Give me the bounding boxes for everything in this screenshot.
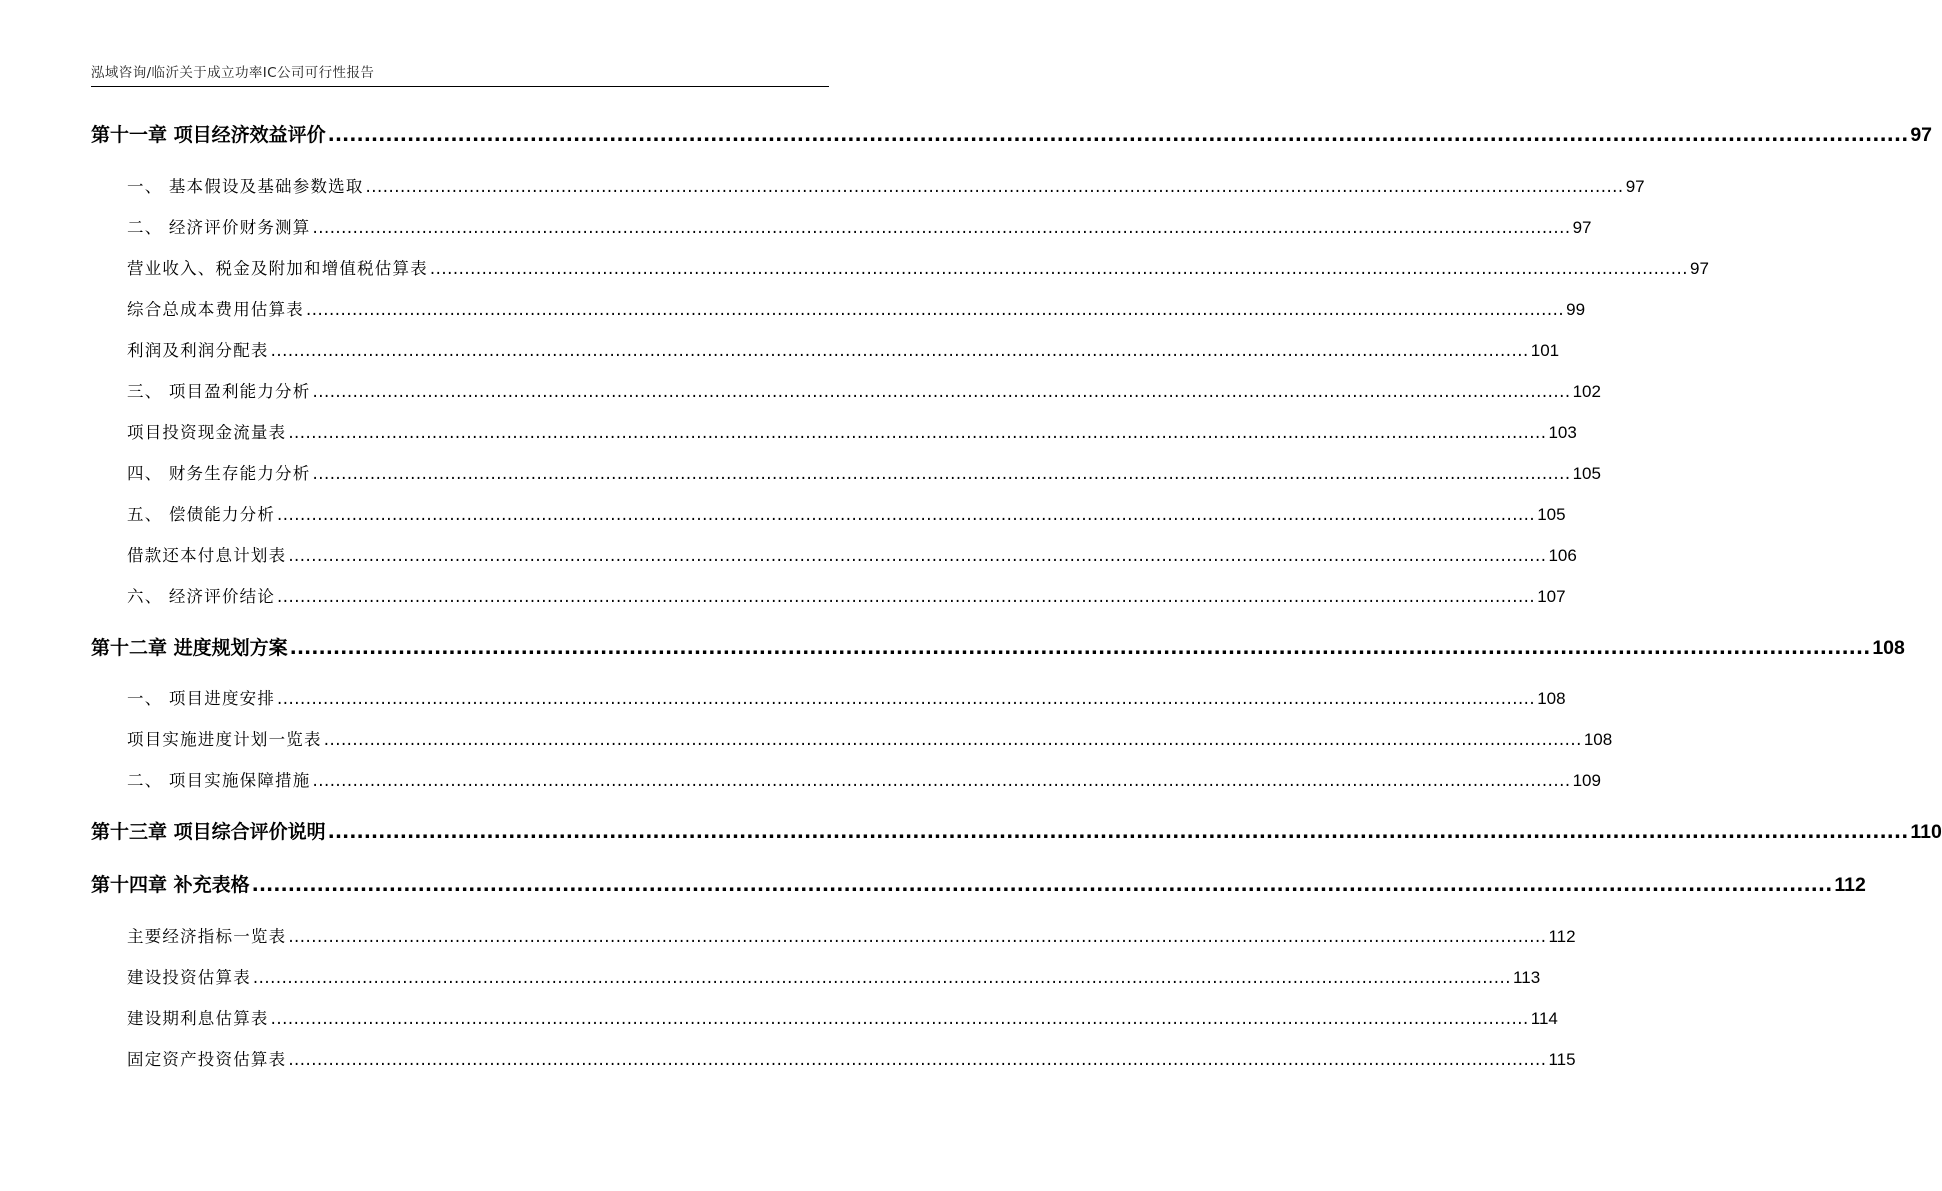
toc-page-number: 97 — [1572, 218, 1592, 237]
toc-dot-leader: ........................................................................................................................................................................................................................... — [288, 927, 1547, 946]
toc-dot-leader: ........................................................................................................................................................................................................................... — [289, 637, 1871, 659]
toc-section-item[interactable] — [127, 257, 1709, 281]
toc-dot-leader: ........................................................................................................................................................................................................................... — [277, 505, 1536, 524]
toc-section-item[interactable] — [127, 298, 1586, 322]
toc-section-item[interactable] — [127, 585, 1566, 609]
toc-section-item[interactable] — [127, 687, 1566, 711]
toc-section-item[interactable] — [127, 503, 1566, 527]
toc-chapter-13[interactable] — [91, 820, 1942, 844]
toc-chapter-11[interactable] — [91, 123, 1933, 147]
toc-entry-title: 项目实施进度计划一览表 — [127, 730, 322, 749]
toc-entry-title: 建设投资估算表 — [127, 968, 251, 987]
toc-dot-leader: ........................................................................................................................................................................................................................... — [270, 341, 1529, 360]
toc-page-number: 97 — [1690, 259, 1709, 278]
toc-dot-leader: ........................................................................................................................................................................................................................... — [252, 968, 1512, 987]
toc-page-number: 109 — [1572, 771, 1601, 790]
toc-page-number: 101 — [1530, 341, 1560, 360]
toc-section-item[interactable] — [127, 966, 1541, 990]
toc-page-number: 97 — [1625, 177, 1645, 196]
toc-section-item[interactable] — [127, 339, 1560, 363]
toc-dot-leader: ........................................................................................................................................................................................................................... — [429, 259, 1689, 278]
toc-page-number: 112 — [1548, 927, 1576, 946]
toc-entry-title: 二、 项目实施保障措施 — [127, 771, 311, 790]
toc-dot-leader: ........................................................................................................................................................................................................................... — [312, 382, 1571, 401]
toc-page-number: 105 — [1572, 464, 1601, 483]
toc-dot-leader: ........................................................................................................................................................................................................................... — [327, 124, 1909, 146]
toc-page-number: 108 — [1537, 689, 1566, 708]
toc-dot-leader: ........................................................................................................................................................................................................................... — [277, 587, 1536, 606]
toc-entry-title: 三、 项目盈利能力分析 — [127, 382, 311, 401]
toc-dot-leader: ........................................................................................................................................................................................................................... — [327, 821, 1909, 843]
toc-section-item[interactable] — [127, 728, 1613, 752]
toc-section-item[interactable] — [127, 216, 1592, 240]
toc-entry-title: 六、 经济评价结论 — [127, 587, 276, 606]
toc-entry-title: 建设期利息估算表 — [127, 1009, 269, 1028]
toc-dot-leader: ........................................................................................................................................................................................................................... — [277, 689, 1536, 708]
toc-dot-leader: ........................................................................................................................................................................................................................... — [312, 771, 1571, 790]
toc-section-item[interactable] — [127, 1048, 1576, 1072]
toc-page-number: 105 — [1537, 505, 1566, 524]
toc-section-item[interactable] — [127, 544, 1577, 568]
toc-dot-leader: ........................................................................................................................................................................................................................... — [251, 874, 1833, 896]
toc-dot-leader: ........................................................................................................................................................................................................................... — [365, 177, 1624, 196]
toc-entry-title: 利润及利润分配表 — [127, 341, 269, 360]
toc-entry-title: 固定资产投资估算表 — [127, 1050, 287, 1069]
toc-entry-title: 一、 基本假设及基础参数选取 — [127, 177, 364, 196]
toc-dot-leader: ........................................................................................................................................................................................................................... — [288, 1050, 1547, 1069]
toc-entry-title: 借款还本付息计划表 — [127, 546, 287, 565]
toc-entry-title: 营业收入、税金及附加和增值税估算表 — [127, 259, 428, 278]
toc-page-number: 107 — [1537, 587, 1566, 606]
toc-page-number: 108 — [1872, 637, 1905, 659]
toc-page-number: 99 — [1566, 300, 1586, 319]
toc-entry-title: 综合总成本费用估算表 — [127, 300, 304, 319]
toc-page-number: 106 — [1548, 546, 1577, 565]
toc-dot-leader: ........................................................................................................................................................................................................................... — [312, 464, 1571, 483]
toc-entry-title: 第十四章 补充表格 — [91, 874, 250, 896]
toc-page-number: 110 — [1910, 821, 1942, 843]
toc-dot-leader: ........................................................................................................................................................................................................................... — [323, 730, 1582, 749]
toc-page-number: 97 — [1910, 124, 1933, 146]
toc-chapter-14[interactable] — [91, 873, 1866, 897]
toc-page-number: 108 — [1583, 730, 1613, 749]
toc-section-item[interactable] — [127, 769, 1601, 793]
page-header: 泓域咨询/临沂关于成立功率IC公司可行性报告 — [91, 65, 375, 81]
toc-page-number: 113 — [1513, 968, 1541, 987]
toc-section-item[interactable] — [127, 175, 1645, 199]
toc-entry-title: 项目投资现金流量表 — [127, 423, 287, 442]
toc-entry-title: 二、 经济评价财务测算 — [127, 218, 311, 237]
toc-section-item[interactable] — [127, 421, 1577, 445]
toc-page-number: 115 — [1548, 1050, 1576, 1069]
toc-dot-leader: ........................................................................................................................................................................................................................... — [306, 300, 1565, 319]
toc-chapter-12[interactable] — [91, 636, 1905, 660]
toc-entry-title: 第十三章 项目综合评价说明 — [91, 821, 326, 843]
toc-page-number: 114 — [1530, 1009, 1558, 1028]
toc-entry-title: 一、 项目进度安排 — [127, 689, 276, 708]
toc-dot-leader: ........................................................................................................................................................................................................................... — [288, 546, 1547, 565]
toc-section-item[interactable] — [127, 925, 1576, 949]
toc-page-number: 103 — [1548, 423, 1577, 442]
header-rule — [91, 86, 829, 87]
toc-entry-title: 第十二章 进度规划方案 — [91, 637, 288, 659]
toc-section-item[interactable] — [127, 1007, 1558, 1031]
toc-dot-leader: ........................................................................................................................................................................................................................... — [312, 218, 1571, 237]
toc-page-number: 102 — [1572, 382, 1601, 401]
toc-entry-title: 四、 财务生存能力分析 — [127, 464, 311, 483]
toc-entry-title: 主要经济指标一览表 — [127, 927, 287, 946]
toc-page-number: 112 — [1834, 874, 1866, 896]
toc-section-item[interactable] — [127, 462, 1601, 486]
toc-entry-title: 第十一章 项目经济效益评价 — [91, 124, 326, 146]
toc-section-item[interactable] — [127, 380, 1601, 404]
toc-dot-leader: ........................................................................................................................................................................................................................... — [270, 1009, 1529, 1028]
toc-entry-title: 五、 偿债能力分析 — [127, 505, 276, 524]
toc-dot-leader: ........................................................................................................................................................................................................................... — [288, 423, 1547, 442]
